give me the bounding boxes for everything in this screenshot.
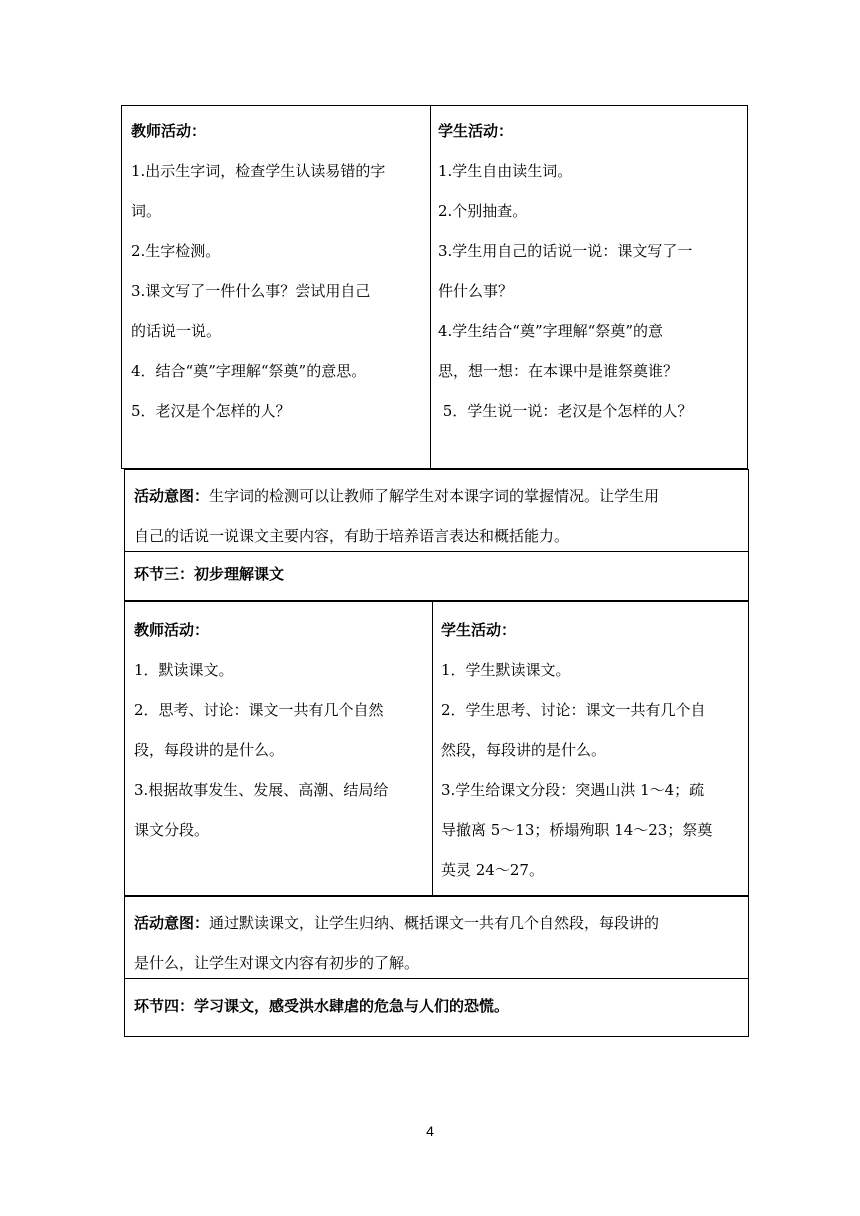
text-line: 5．老汉是个怎样的人？ [131,402,291,420]
text-line: 2．学生思考、讨论：课文一共有几个自 [441,701,706,719]
text-line: 英灵 24～27。 [441,861,544,879]
activity-intent-1 [134,476,746,556]
text-line: 3.学生给课文分段：突遇山洪 1～4；疏 [441,781,705,799]
activity-intent-text: 是什么，让学生对课文内容有初步的了解。 [134,954,420,972]
text-line: 2.生字检测。 [131,242,221,260]
text-line: 2．思考、讨论：课文一共有几个自然 [134,701,384,719]
text-line: 3.学生用自己的话说一说：课文写了一 [438,242,693,260]
activity-intent-label: 活动意图： [134,487,210,505]
activity-intent-text: 通过默读课文，让学生归纳、概括课文一共有几个自然段，每段讲的 [209,914,660,932]
text-line: 思，想一想：在本课中是谁祭奠谁？ [438,362,679,380]
table-2-divider [432,601,433,896]
text-line: 1.学生自由读生词。 [438,162,573,180]
text-line: 件什么事？ [438,282,514,300]
text-line: 2.个别抽查。 [438,202,528,220]
teacher-activity-cell-2 [134,610,429,850]
student-activity-header: 学生活动： [438,122,514,140]
teacher-activity-header: 教师活动： [131,122,207,140]
text-line: 1.出示生字词，检查学生认读易错的字 [131,162,386,180]
table-1-divider [430,105,431,469]
student-activity-cell-1 [438,111,746,431]
student-activity-header: 学生活动： [441,621,517,639]
text-line: 1．默读课文。 [134,661,234,679]
activity-intent-text: 生字词的检测可以让教师了解学生对本课字词的掌握情况。让学生用 [209,487,660,505]
teacher-activity-header: 教师活动： [134,621,210,639]
activity-intent-text: 自己的话说一说课文主要内容，有助于培养语言表达和概括能力。 [134,527,570,545]
text-line: 4.学生结合“奠”字理解“祭奠”的意 [438,322,663,340]
text-line: 3.根据故事发生、发展、高潮、结局给 [134,781,389,799]
text-line: 然段，每段讲的是什么。 [441,741,607,759]
page-number: 4 [426,1123,434,1139]
activity-intent-label: 活动意图： [134,914,210,932]
student-activity-cell-2 [441,610,746,890]
text-line: 的话说一说。 [131,322,222,340]
text-line: 3.课文写了一件什么事？尝试用自己 [131,282,371,300]
teacher-activity-cell-1 [131,111,427,431]
stage-4-title: 环节四：学习课文，感受洪水肆虐的危急与人们的恐慌。 [134,997,510,1015]
text-line: 段，每段讲的是什么。 [134,741,285,759]
text-line: 5．学生说一说：老汉是个怎样的人？ [438,402,693,420]
text-line: 1．学生默读课文。 [441,661,571,679]
activity-intent-2 [134,903,746,983]
text-line: 词。 [131,202,162,220]
text-line: 导撤离 5～13；桥塌殉职 14～23；祭奠 [441,821,713,839]
stage-3-title: 环节三：初步理解课文 [134,565,285,583]
text-line: 4．结合“奠”字理解“祭奠”的意思。 [131,362,367,380]
text-line: 课文分段。 [134,821,210,839]
